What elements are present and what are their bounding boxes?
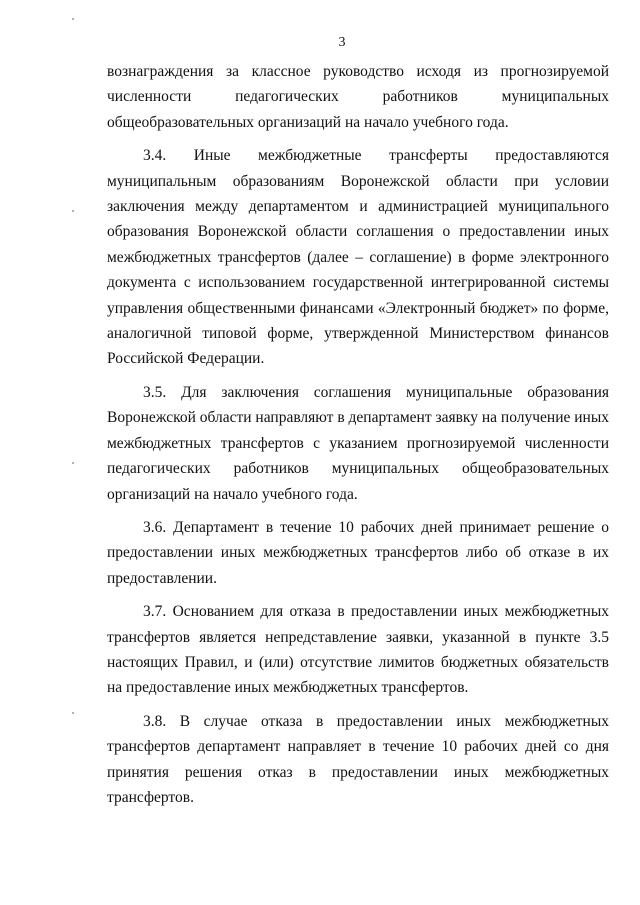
- document-body: [107, 59, 609, 818]
- scan-margin-mark: [72, 712, 74, 714]
- paragraph-3-6: 3.6. Департамент в течение 10 рабочих дней принимает решение о предоставлении иных межбюджетных трансфертов либо об отказе в их предоставлении.: [107, 518, 609, 587]
- paragraph-3-8: 3.8. В случае отказа в предоставлении иных межбюджетных трансфертов департамент направляет в течение 10 рабочих дней со дня принятия решения отказ в предоставлении иных межбюджетных трансфертов.: [107, 712, 609, 806]
- paragraph-3-5: 3.5. Для заключения соглашения муниципальные образования Воронежской области направляют в департамент заявку на получение иных межбюджетных трансфертов с указанием прогнозируемой численности педагогических работников муниципальных общеобразовательных организаций на начало учебного года.: [107, 383, 610, 503]
- paragraph-3-4: 3.4. Иные межбюджетные трансферты предоставляются муниципальным образованиям Воронежской области при условии заключения между департаментом и администрацией муниципального образования Воронежской области соглашения о предоставлении иных межбюджетных трансфертов (далее – соглашение) в форме электронного документа с использованием государственной интегрированной системы управления общественными финансами «Электронный бюджет» по форме, аналогичной типовой форме, утвержденной Министерством финансов Российской Федерации.: [107, 147, 609, 368]
- scan-margin-mark: [72, 462, 74, 464]
- paragraph-3-7: 3.7. Основанием для отказа в предоставлении иных межбюджетных трансфертов является непредставление заявки, указанной в пункте 3.5 настоящих Правил, и (или) отсутствие лимитов бюджетных обязательств на предоставление иных межбюджетных трансфертов.: [107, 603, 609, 697]
- paragraph-continuation: вознаграждения за классное руководство исходя из прогнозируемой численности педагогических работников муниципальных общеобразовательных организаций на начало учебного года.: [107, 63, 609, 131]
- scan-margin-mark: [72, 210, 74, 212]
- scan-margin-mark: [72, 18, 74, 20]
- page-number: 3: [338, 35, 346, 50]
